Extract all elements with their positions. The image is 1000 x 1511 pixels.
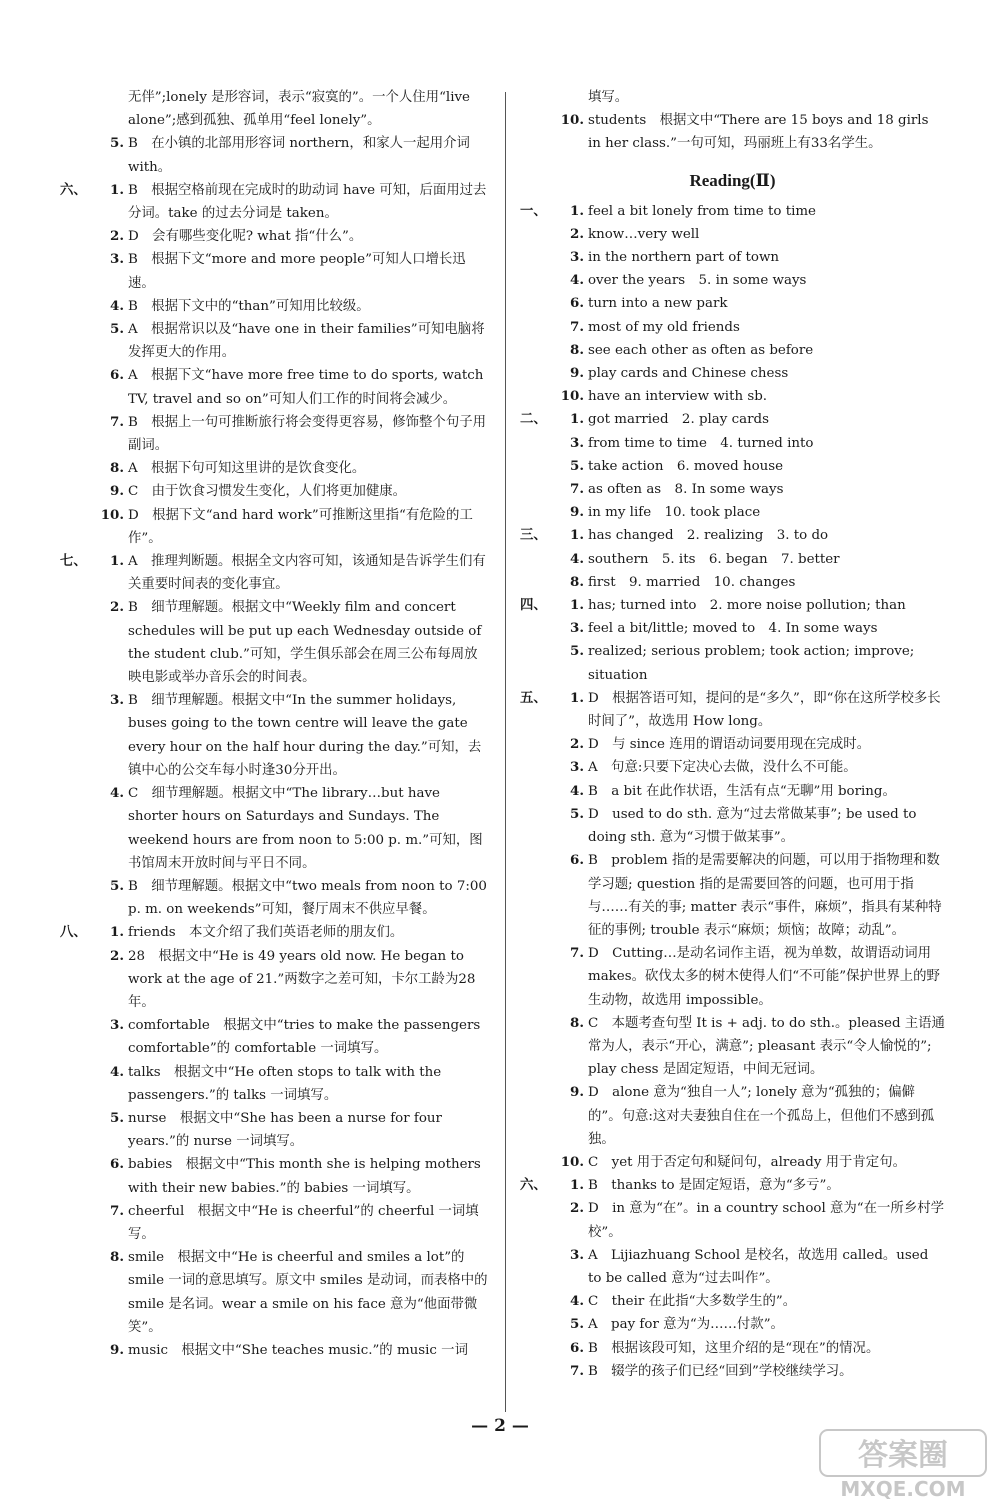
watermark-logo: [818, 1428, 988, 1502]
answer-text: has; turned into 2. more noise pollution; than: [588, 598, 906, 614]
question-number: 3.: [570, 759, 584, 776]
question-number: 8.: [110, 460, 124, 477]
answer-text: D 根据下文“and hard work”可推断这里指“有危险的工作”。: [128, 507, 473, 546]
answer-text: have an interview with sb.: [588, 389, 768, 405]
question-number: 1.: [570, 1177, 584, 1194]
question-number: 9.: [570, 504, 584, 521]
answer-text: A 推理判断题。根据全文内容可知，该通知是告诉学生们有关重要时间表的变化事宜。: [128, 554, 486, 593]
question-number: 9.: [110, 483, 124, 500]
question-number: 7.: [110, 413, 124, 430]
question-number: 3.: [570, 620, 584, 637]
answer-text: A Lijiazhuang School 是校名，故选用 called。used to be called 意为“过去叫作”。: [588, 1247, 929, 1286]
answer-entry: [520, 571, 945, 594]
section-number: 三、: [520, 527, 547, 544]
answer-entry: [520, 339, 945, 362]
answer-text: talks 根据文中“He often stops to talk with the passengers.”的 talks 一词填写。: [128, 1064, 442, 1103]
answer-entry: [60, 248, 490, 294]
question-number: 5.: [570, 805, 584, 822]
answer-entry: [520, 1012, 945, 1082]
question-number: 10.: [560, 1153, 584, 1170]
question-number: 6.: [110, 1156, 124, 1173]
answer-text: 28 根据文中“He is 49 years old now. He began to work at the age of 21.”两数字之差可知，卡尔工龄为28年。: [128, 948, 476, 1010]
answer-entry: [520, 501, 945, 524]
question-number: 9.: [570, 1084, 584, 1101]
question-number: 5.: [110, 1109, 124, 1126]
question-number: 4.: [110, 1063, 124, 1080]
answer-text: C 细节理解题。根据文中“The library…but have shorter hours on Saturdays and Sundays. The weekend hours are from noon to 5:00 p. m.”可知，图书馆周末开放时间与平日不同。: [128, 786, 483, 871]
answer-text: D in 意为“在”。in a country school 意为“在一所乡村学校”。: [588, 1201, 944, 1240]
answer-text: B 辍学的孩子们已经“回到”学校继续学习。: [588, 1363, 853, 1379]
question-number: 7.: [110, 1202, 124, 1219]
section-number: 四、: [520, 597, 547, 614]
question-number: 5.: [570, 643, 584, 660]
question-number: 1.: [110, 553, 124, 570]
question-number: 8.: [570, 573, 584, 590]
answer-text: realized; serious problem; took action; improve; situation: [588, 644, 915, 683]
question-number: 10.: [560, 112, 584, 129]
section-number: 六、: [60, 181, 87, 198]
answer-text: C yet 用于否定句和疑问句，already 用于肯定句。: [588, 1154, 906, 1170]
answer-entry: [60, 875, 490, 921]
answer-entry: [520, 269, 945, 292]
answer-text: B 细节理解题。根据文中“In the summer holidays, buses going to the town centre will leave the gate every hour on the half hour during the day.”可知，去镇中心的公交车每小时逢30分开出。: [128, 693, 482, 778]
answer-text: B 根据该段可知，这里介绍的是“现在”的情况。: [588, 1340, 880, 1356]
answer-text: got married 2. play cards: [588, 412, 769, 428]
answer-entry: [520, 548, 945, 571]
section-heading: Reading(Ⅱ): [689, 170, 776, 190]
answer-entry: [520, 849, 945, 942]
question-number: 6.: [570, 1339, 584, 1356]
answer-entry: [520, 408, 945, 431]
answer-entry: [520, 756, 945, 779]
answer-text: A pay for 意为“为……付款”。: [588, 1317, 784, 1333]
question-number: 3.: [570, 434, 584, 451]
answer-entry: [60, 318, 490, 364]
answer-entry: [520, 455, 945, 478]
watermark-text-bottom: MXQE.COM: [840, 1477, 966, 1501]
question-number: 3.: [570, 1246, 584, 1263]
answer-text: students 根据文中“There are 15 boys and 18 girls in her class.”一句可知，玛丽班上有33名学生。: [588, 113, 929, 152]
answer-text: D alone 意为“独自一人”; lonely 意为“孤独的；偏僻的”。句意:这对夫妻独自住在一个孤岛上，但他们不感到孤独。: [588, 1085, 935, 1147]
question-number: 8.: [570, 1014, 584, 1031]
section-number: 二、: [520, 411, 547, 428]
question-number: 4.: [570, 272, 584, 289]
answer-text: feel a bit/little; moved to 4. In some ways: [588, 621, 878, 637]
answer-entry: [60, 1339, 490, 1362]
answer-entry: [60, 132, 490, 178]
question-number: 4.: [110, 297, 124, 314]
question-number: 3.: [570, 249, 584, 266]
question-number: 8.: [110, 1249, 124, 1266]
answer-entry: [60, 689, 490, 782]
answer-text: B a bit 在此作状语，生活有点“无聊”用 boring。: [588, 783, 896, 799]
question-number: 7.: [570, 945, 584, 962]
answer-text: B 细节理解题。根据文中“Weekly film and concert schedules will be put up each Wednesday outside of the student club.”可知，学生俱乐部会在周三公布每周放映电影或举办音乐会的时间表。: [128, 600, 482, 686]
answer-text: D used to do sth. 意为“过去常做某事”; be used to doing sth. 意为“习惯于做某事”。: [588, 806, 917, 846]
answer-entry: [520, 594, 945, 617]
answer-entry: [520, 1197, 945, 1243]
question-number: 6.: [110, 367, 124, 384]
left-column: [60, 86, 490, 1362]
answer-entry: [520, 640, 945, 686]
answer-text: B 细节理解题。根据文中“two meals from noon to 7:00 p. m. on weekends”可知，餐厅周末不供应早餐。: [128, 878, 487, 918]
answer-text: cheerful 根据文中“He is cheerful”的 cheerful 一词填写。: [128, 1203, 479, 1242]
answer-entry: [520, 733, 945, 756]
question-number: 2.: [110, 947, 124, 964]
answer-text: in my life 10. took place: [588, 505, 761, 521]
page-number: — 2 —: [471, 1416, 529, 1436]
answer-entry: [520, 1337, 945, 1360]
answer-text: from time to time 4. turned into: [588, 435, 814, 451]
answer-text: most of my old friends: [588, 319, 740, 335]
question-number: 4.: [110, 785, 124, 802]
answer-entry: [60, 1014, 490, 1060]
answer-entry: [520, 1290, 945, 1313]
answer-entry: [520, 524, 945, 547]
answer-entry: [520, 942, 945, 1012]
question-number: 6.: [570, 295, 584, 312]
right-main-entries: [520, 200, 945, 1383]
question-number: 8.: [570, 341, 584, 358]
answer-entry: [520, 1151, 945, 1174]
answer-entry: [60, 782, 490, 875]
answer-text: D 会有哪些变化呢? what 指“什么”。: [128, 229, 363, 245]
answer-text: B 在小镇的北部用形容词 northern，和家人一起用介词 with。: [128, 136, 470, 175]
question-number: 3.: [110, 251, 124, 268]
answer-text: take action 6. moved house: [588, 458, 784, 474]
answer-entry: [520, 385, 945, 408]
answer-text: 无伴”;lonely 是形容词，表示“寂寞的”。一个人住用“live alone”;感到孤独、孤单用“feel lonely”。: [128, 90, 470, 129]
question-number: 5.: [110, 321, 124, 338]
answer-entry: [60, 411, 490, 457]
question-number: 1.: [570, 527, 584, 544]
section-number: 一、: [520, 202, 547, 219]
answer-text: in the northern part of town: [588, 250, 780, 266]
answer-text: nurse 根据文中“She has been a nurse for four years.”的 nurse 一词填写。: [128, 1110, 442, 1150]
question-number: 9.: [570, 365, 584, 382]
answer-entry: [60, 225, 490, 248]
answer-text: A 句意:只要下定决心去做，没什么不可能。: [588, 760, 857, 776]
right-top-entries: [520, 86, 945, 156]
answer-text: southern 5. its 6. began 7. better: [588, 551, 840, 567]
answer-text: comfortable 根据文中“tries to make the passengers comfortable”的 comfortable 一词填写。: [128, 1018, 481, 1057]
section-number: 八、: [60, 924, 87, 941]
section-number: 六、: [520, 1177, 547, 1194]
answer-entry: [60, 295, 490, 318]
answer-text: C their 在此指“大多数学生的”。: [588, 1294, 797, 1310]
answer-text: B 根据下文中的“than”可知用比较级。: [128, 298, 370, 314]
answer-entry: [520, 292, 945, 315]
answer-entry: [60, 1061, 490, 1107]
answer-text: B problem 指的是需要解决的问题，可以用于指物理和数学习题; question 指的是需要回答的问题，也可用于指与……有关的事; matter 表示“事件，麻烦”，指具有某种特征的事例; trouble 表示“麻烦；烦恼；故障；动乱”。: [588, 853, 942, 938]
answer-entry: [520, 86, 945, 109]
answer-text: C 本题考查句型 It is + adj. to do sth.。pleased 主语通常为人，表示“开心，满意”; pleasant 表示“令人愉悦的”; play chess 是固定短语，中间无冠词。: [588, 1015, 945, 1078]
answer-entry: [520, 478, 945, 501]
answer-text: A 根据常识以及“have one in their families”可知电脑将发挥更大的作用。: [128, 322, 485, 361]
question-number: 2.: [110, 599, 124, 616]
answer-entry: [60, 480, 490, 503]
question-number: 1.: [570, 411, 584, 428]
right-column: [520, 86, 945, 1383]
answer-text: 填写。: [588, 90, 629, 105]
answer-text: A 根据下句可知这里讲的是饮食变化。: [128, 461, 366, 477]
answer-entry: [520, 1081, 945, 1151]
question-number: 10.: [560, 388, 584, 405]
answer-text: music 根据文中“She teaches music.”的 music 一词: [128, 1342, 468, 1358]
question-number: 5.: [110, 877, 124, 894]
answer-entry: [520, 1174, 945, 1197]
answer-text: B 根据空格前现在完成时的助动词 have 可知，后面用过去分词。take 的过去分词是 taken。: [128, 182, 487, 222]
answer-entry: [520, 200, 945, 223]
question-number: 5.: [570, 457, 584, 474]
question-number: 2.: [570, 1200, 584, 1217]
answer-text: play cards and Chinese chess: [588, 366, 789, 382]
answer-text: first 9. married 10. changes: [588, 574, 796, 590]
answer-text: A 根据下文“have more free time to do sports, watch TV, travel and so on”可知人们工作的时间将会减少。: [128, 368, 484, 407]
question-number: 4.: [570, 1293, 584, 1310]
answer-text: friends 本文介绍了我们英语老师的朋友们。: [128, 925, 404, 941]
answer-entry: [520, 223, 945, 246]
answer-entry: [520, 246, 945, 269]
answer-entry: [520, 617, 945, 640]
answer-entry: [520, 316, 945, 339]
answer-entry: [520, 780, 945, 803]
answer-entry: [60, 1200, 490, 1246]
answer-text: B 根据上一句可推断旅行将会变得更容易，修饰整个句子用副词。: [128, 414, 486, 454]
answer-entry: [520, 362, 945, 385]
question-number: 4.: [570, 550, 584, 567]
question-number: 1.: [110, 924, 124, 941]
question-number: 7.: [570, 1362, 584, 1379]
question-number: 10.: [100, 506, 124, 523]
question-number: 3.: [110, 692, 124, 709]
answer-entry: [60, 364, 490, 410]
answer-entry: [520, 1244, 945, 1290]
question-number: 3.: [110, 1017, 124, 1034]
answer-text: D 与 since 连用的谓语动词要用现在完成时。: [588, 737, 871, 753]
question-number: 1.: [570, 202, 584, 219]
answer-entry: [60, 1153, 490, 1199]
question-number: 7.: [570, 318, 584, 335]
question-number: 5.: [570, 1316, 584, 1333]
answer-entry: [60, 596, 490, 689]
answer-entry: [60, 921, 490, 944]
answer-text: as often as 8. In some ways: [588, 482, 784, 498]
answer-text: turn into a new park: [588, 296, 728, 312]
answer-entry: [520, 109, 945, 155]
question-number: 2.: [570, 736, 584, 753]
question-number: 5.: [110, 135, 124, 152]
question-number: 1.: [570, 597, 584, 614]
answer-text: babies 根据文中“This month she is helping mothers with their new babies.”的 babies 一词填写。: [128, 1157, 481, 1196]
section-number: 七、: [60, 553, 87, 570]
answer-entry: [60, 1246, 490, 1339]
column-divider: [505, 92, 506, 1412]
question-number: 7.: [570, 481, 584, 498]
answer-text: B thanks to 是固定短语，意为“多亏”。: [588, 1178, 840, 1194]
question-number: 2.: [570, 225, 584, 242]
answer-entry: [520, 687, 945, 733]
section-number: 五、: [520, 689, 547, 706]
answer-entry: [520, 1313, 945, 1336]
watermark-text-top: 答案圈: [858, 1438, 948, 1473]
question-number: 1.: [110, 181, 124, 198]
answer-text: has changed 2. realizing 3. to do: [588, 528, 829, 544]
answer-text: C 由于饮食习惯发生变化，人们将更加健康。: [128, 484, 407, 500]
question-number: 6.: [570, 852, 584, 869]
answer-entry: [60, 504, 490, 550]
answer-entry: [60, 457, 490, 480]
answer-entry: [60, 550, 490, 596]
answer-entry: [60, 945, 490, 1015]
answer-entry: [520, 432, 945, 455]
question-number: 4.: [570, 782, 584, 799]
answer-entry: [60, 86, 490, 132]
question-number: 9.: [110, 1341, 124, 1358]
question-number: 2.: [110, 228, 124, 245]
answer-text: know…very well: [588, 226, 700, 242]
answer-text: D 根据答语可知，提问的是“多久”，即“你在这所学校多长时间了”，故选用 How long。: [588, 690, 941, 730]
answer-text: D Cutting…是动名词作主语，视为单数，故谓语动词用 makes。砍伐太多的树木使得人们“不可能”保护世界上的野生动物，故选用 impossible。: [588, 946, 940, 1008]
answer-entry: [60, 179, 490, 225]
answer-text: see each other as often as before: [588, 342, 814, 358]
answer-entry: [520, 803, 945, 849]
answer-entry: [60, 1107, 490, 1153]
answer-text: feel a bit lonely from time to time: [588, 203, 816, 219]
answer-entry: [520, 1360, 945, 1383]
question-number: 1.: [570, 689, 584, 706]
answer-text: over the years 5. in some ways: [588, 273, 807, 289]
answer-text: B 根据下文“more and more people”可知人口增长迅速。: [128, 252, 466, 291]
answer-text: smile 根据文中“He is cheerful and smiles a lot”的 smile 一词的意思填写。原文中 smiles 是动词，而表格中的 smile 是名词。wear a smile on his face 意为“他面带微笑”。: [128, 1250, 488, 1335]
